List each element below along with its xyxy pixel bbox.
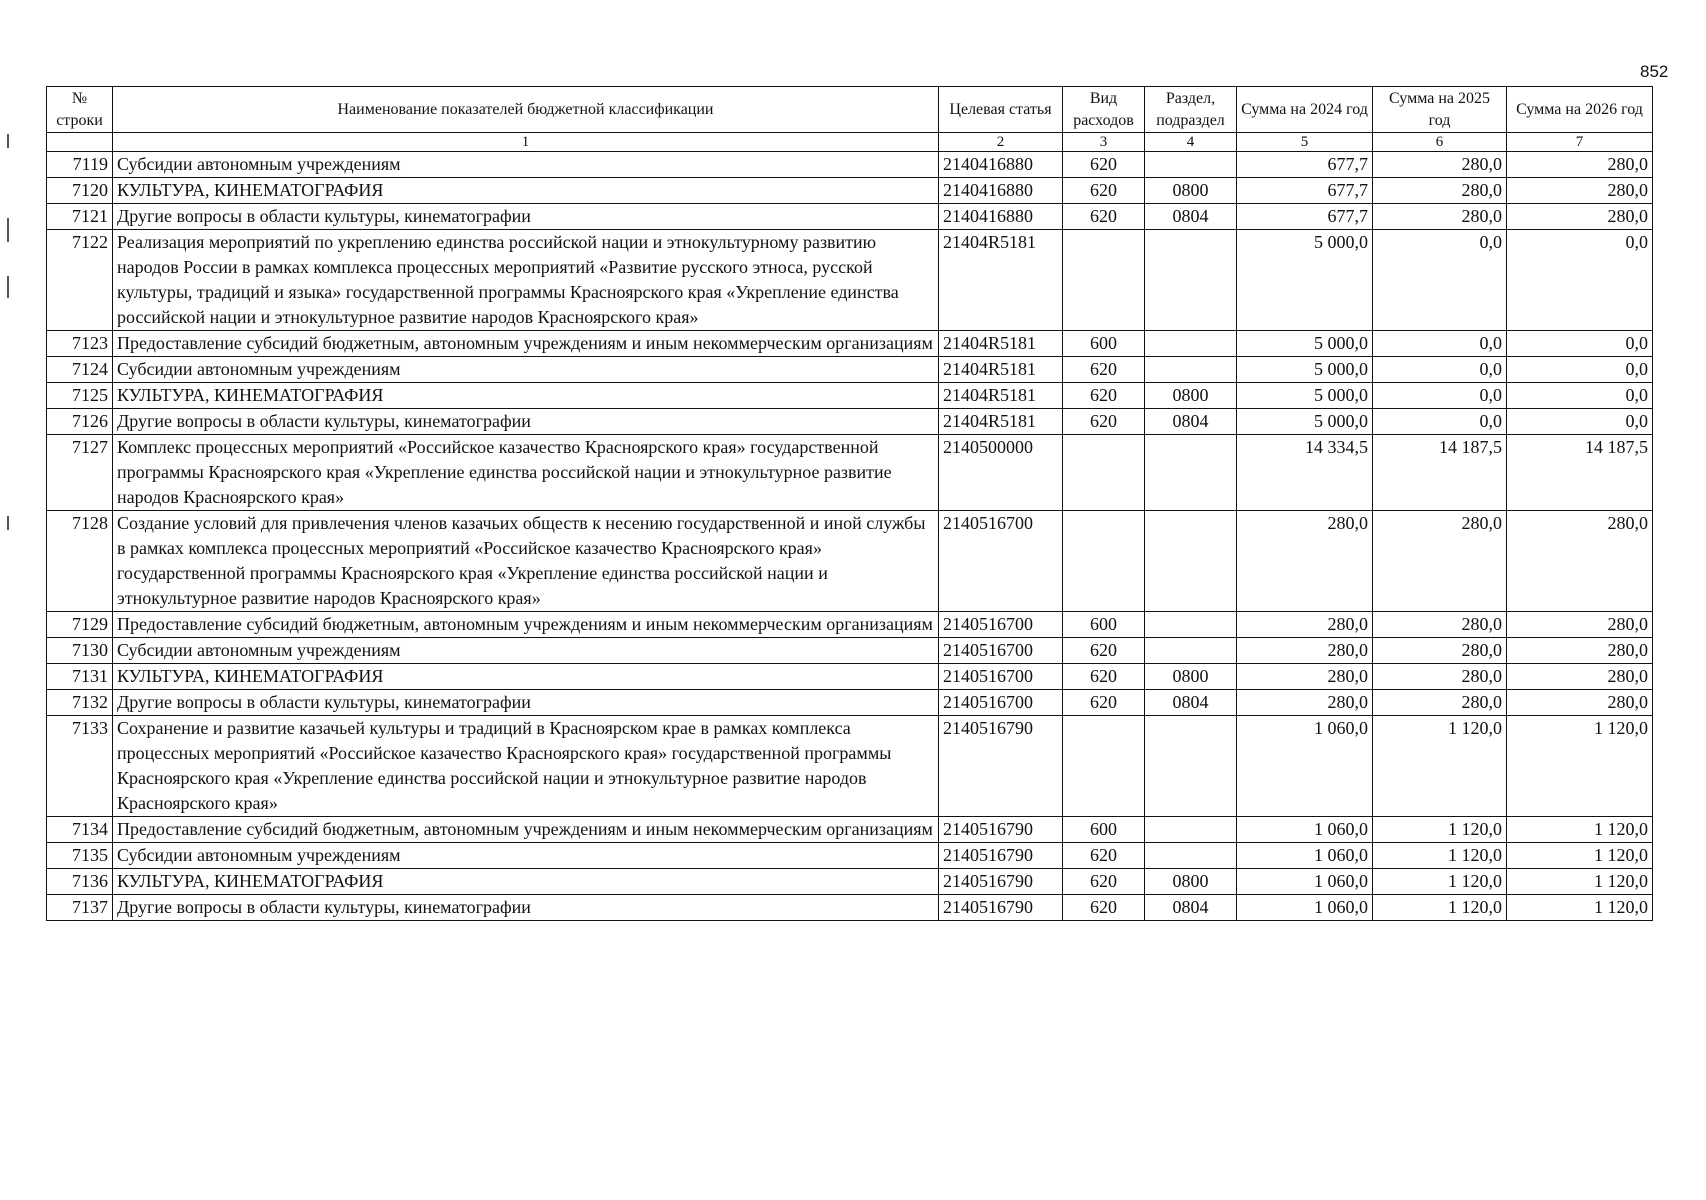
cell-sum-2025: 280,0 <box>1373 664 1507 690</box>
column-number: 6 <box>1373 133 1507 152</box>
cell-sum-2024: 5 000,0 <box>1237 383 1373 409</box>
cell-row-number: 7131 <box>47 664 113 690</box>
cell-row-number: 7121 <box>47 204 113 230</box>
cell-expense-kind: 620 <box>1063 664 1145 690</box>
column-number: 2 <box>939 133 1063 152</box>
header-sum-2025: Сумма на 2025 год <box>1373 87 1507 133</box>
table-row <box>47 331 1653 357</box>
cell-section <box>1145 357 1237 383</box>
cell-indicator-name: Предоставление субсидий бюджетным, автономным учреждениям и иным некоммерческим организациям <box>113 331 939 357</box>
cell-indicator-name: Сохранение и развитие казачьей культуры и традиций в Красноярском крае в рамках комплекса процессных мероприятий «Российское казачество Красноярского края» государственной программы Красноярского края «Укрепление единства российской нации и этнокультурное развитие народов Красноярского края» <box>113 716 939 817</box>
cell-target-article: 2140516790 <box>939 895 1063 921</box>
cell-indicator-name: КУЛЬТУРА, КИНЕМАТОГРАФИЯ <box>113 869 939 895</box>
cell-section <box>1145 230 1237 331</box>
cell-sum-2025: 0,0 <box>1373 383 1507 409</box>
cell-sum-2024: 280,0 <box>1237 638 1373 664</box>
cell-expense-kind: 620 <box>1063 178 1145 204</box>
table-row <box>47 357 1653 383</box>
cell-section <box>1145 817 1237 843</box>
table-body <box>47 152 1653 921</box>
cell-section <box>1145 612 1237 638</box>
cell-expense-kind: 620 <box>1063 843 1145 869</box>
cell-sum-2025: 280,0 <box>1373 511 1507 612</box>
cell-expense-kind <box>1063 716 1145 817</box>
table-row <box>47 383 1653 409</box>
cell-sum-2025: 280,0 <box>1373 204 1507 230</box>
cell-row-number: 7120 <box>47 178 113 204</box>
cell-expense-kind <box>1063 435 1145 511</box>
cell-sum-2026: 280,0 <box>1507 690 1653 716</box>
cell-sum-2025: 1 120,0 <box>1373 716 1507 817</box>
cell-row-number: 7126 <box>47 409 113 435</box>
cell-indicator-name: Реализация мероприятий по укреплению единства российской нации и этнокультурному развитию народов России в рамках комплекса процессных мероприятий «Развитие русского этноса, русской культуры, традиций и языка» государственной программы Красноярского края «Укрепление единства российской нации и этнокультурное развитие народов Красноярского края» <box>113 230 939 331</box>
cell-target-article: 2140500000 <box>939 435 1063 511</box>
cell-indicator-name: Другие вопросы в области культуры, кинематографии <box>113 204 939 230</box>
cell-expense-kind: 620 <box>1063 895 1145 921</box>
table-row <box>47 178 1653 204</box>
cell-sum-2025: 280,0 <box>1373 152 1507 178</box>
page-number: 852 <box>1640 62 1669 81</box>
column-number: 1 <box>113 133 939 152</box>
cell-sum-2025: 1 120,0 <box>1373 817 1507 843</box>
cell-sum-2026: 280,0 <box>1507 638 1653 664</box>
cell-sum-2026: 0,0 <box>1507 331 1653 357</box>
cell-indicator-name: Предоставление субсидий бюджетным, автономным учреждениям и иным некоммерческим организациям <box>113 612 939 638</box>
header-sum-2024: Сумма на 2024 год <box>1237 87 1373 133</box>
cell-expense-kind: 600 <box>1063 612 1145 638</box>
cell-row-number: 7123 <box>47 331 113 357</box>
column-number-blank <box>47 133 113 152</box>
cell-sum-2024: 280,0 <box>1237 612 1373 638</box>
cell-sum-2026: 0,0 <box>1507 230 1653 331</box>
table-row <box>47 817 1653 843</box>
table-row <box>47 895 1653 921</box>
scan-margin-mark <box>7 134 9 148</box>
cell-target-article: 21404R5181 <box>939 357 1063 383</box>
cell-target-article: 2140516700 <box>939 612 1063 638</box>
cell-indicator-name: КУЛЬТУРА, КИНЕМАТОГРАФИЯ <box>113 383 939 409</box>
cell-sum-2025: 280,0 <box>1373 638 1507 664</box>
table-row <box>47 152 1653 178</box>
cell-section: 0804 <box>1145 690 1237 716</box>
cell-sum-2024: 5 000,0 <box>1237 230 1373 331</box>
cell-row-number: 7119 <box>47 152 113 178</box>
cell-section <box>1145 638 1237 664</box>
cell-row-number: 7134 <box>47 817 113 843</box>
cell-section <box>1145 152 1237 178</box>
header-sum-2026: Сумма на 2026 год <box>1507 87 1653 133</box>
cell-sum-2026: 1 120,0 <box>1507 817 1653 843</box>
cell-target-article: 2140516700 <box>939 664 1063 690</box>
cell-expense-kind: 600 <box>1063 817 1145 843</box>
cell-sum-2026: 14 187,5 <box>1507 435 1653 511</box>
cell-indicator-name: Другие вопросы в области культуры, кинематографии <box>113 895 939 921</box>
cell-expense-kind: 620 <box>1063 383 1145 409</box>
cell-row-number: 7137 <box>47 895 113 921</box>
table-row <box>47 638 1653 664</box>
cell-sum-2025: 280,0 <box>1373 612 1507 638</box>
header-section: Раздел, подраздел <box>1145 87 1237 133</box>
cell-sum-2024: 280,0 <box>1237 664 1373 690</box>
table-row <box>47 869 1653 895</box>
cell-target-article: 2140416880 <box>939 152 1063 178</box>
cell-section <box>1145 435 1237 511</box>
cell-sum-2026: 0,0 <box>1507 409 1653 435</box>
column-number: 4 <box>1145 133 1237 152</box>
cell-section: 0800 <box>1145 869 1237 895</box>
cell-target-article: 21404R5181 <box>939 409 1063 435</box>
cell-sum-2024: 280,0 <box>1237 511 1373 612</box>
cell-target-article: 2140416880 <box>939 204 1063 230</box>
header-row-no: № строки <box>47 87 113 133</box>
cell-expense-kind: 600 <box>1063 331 1145 357</box>
cell-expense-kind: 620 <box>1063 204 1145 230</box>
cell-sum-2026: 0,0 <box>1507 357 1653 383</box>
cell-sum-2026: 0,0 <box>1507 383 1653 409</box>
cell-target-article: 2140516790 <box>939 817 1063 843</box>
cell-sum-2026: 1 120,0 <box>1507 895 1653 921</box>
cell-sum-2025: 1 120,0 <box>1373 895 1507 921</box>
cell-expense-kind: 620 <box>1063 409 1145 435</box>
cell-sum-2025: 0,0 <box>1373 331 1507 357</box>
cell-row-number: 7124 <box>47 357 113 383</box>
cell-sum-2024: 14 334,5 <box>1237 435 1373 511</box>
cell-indicator-name: Комплекс процессных мероприятий «Российское казачество Красноярского края» государственной программы Красноярского края «Укрепление единства российской нации и этнокультурное развитие народов Красноярского края» <box>113 435 939 511</box>
cell-sum-2024: 1 060,0 <box>1237 817 1373 843</box>
cell-row-number: 7135 <box>47 843 113 869</box>
cell-expense-kind: 620 <box>1063 638 1145 664</box>
cell-sum-2026: 1 120,0 <box>1507 869 1653 895</box>
cell-section: 0800 <box>1145 178 1237 204</box>
cell-sum-2024: 677,7 <box>1237 178 1373 204</box>
table-row <box>47 409 1653 435</box>
cell-indicator-name: Субсидии автономным учреждениям <box>113 152 939 178</box>
cell-expense-kind: 620 <box>1063 152 1145 178</box>
cell-sum-2024: 280,0 <box>1237 690 1373 716</box>
table-row <box>47 716 1653 817</box>
column-number: 7 <box>1507 133 1653 152</box>
cell-sum-2026: 280,0 <box>1507 612 1653 638</box>
cell-sum-2025: 280,0 <box>1373 690 1507 716</box>
cell-expense-kind <box>1063 230 1145 331</box>
cell-expense-kind: 620 <box>1063 690 1145 716</box>
cell-row-number: 7129 <box>47 612 113 638</box>
cell-sum-2024: 5 000,0 <box>1237 331 1373 357</box>
cell-row-number: 7128 <box>47 511 113 612</box>
cell-section: 0800 <box>1145 664 1237 690</box>
cell-row-number: 7127 <box>47 435 113 511</box>
cell-row-number: 7136 <box>47 869 113 895</box>
cell-sum-2026: 280,0 <box>1507 204 1653 230</box>
cell-indicator-name: Другие вопросы в области культуры, кинематографии <box>113 409 939 435</box>
cell-target-article: 2140516700 <box>939 638 1063 664</box>
cell-target-article: 2140516700 <box>939 511 1063 612</box>
cell-row-number: 7133 <box>47 716 113 817</box>
cell-sum-2024: 1 060,0 <box>1237 716 1373 817</box>
cell-indicator-name: КУЛЬТУРА, КИНЕМАТОГРАФИЯ <box>113 178 939 204</box>
table-row <box>47 230 1653 331</box>
cell-row-number: 7122 <box>47 230 113 331</box>
cell-sum-2026: 280,0 <box>1507 511 1653 612</box>
header-row <box>47 87 1653 133</box>
cell-target-article: 2140516700 <box>939 690 1063 716</box>
table-row <box>47 843 1653 869</box>
header-target: Целевая статья <box>939 87 1063 133</box>
cell-sum-2025: 0,0 <box>1373 409 1507 435</box>
cell-sum-2024: 1 060,0 <box>1237 869 1373 895</box>
cell-target-article: 2140516790 <box>939 869 1063 895</box>
column-number: 5 <box>1237 133 1373 152</box>
cell-section <box>1145 331 1237 357</box>
column-number-row <box>47 133 1653 152</box>
cell-sum-2026: 1 120,0 <box>1507 843 1653 869</box>
cell-sum-2026: 280,0 <box>1507 152 1653 178</box>
table-row <box>47 204 1653 230</box>
cell-sum-2025: 1 120,0 <box>1373 869 1507 895</box>
cell-indicator-name: Субсидии автономным учреждениям <box>113 843 939 869</box>
scan-margin-mark <box>7 516 9 530</box>
cell-sum-2026: 1 120,0 <box>1507 716 1653 817</box>
cell-sum-2026: 280,0 <box>1507 664 1653 690</box>
table-row <box>47 690 1653 716</box>
cell-sum-2024: 5 000,0 <box>1237 357 1373 383</box>
cell-expense-kind <box>1063 511 1145 612</box>
cell-expense-kind: 620 <box>1063 869 1145 895</box>
budget-table <box>46 86 1653 921</box>
cell-indicator-name: КУЛЬТУРА, КИНЕМАТОГРАФИЯ <box>113 664 939 690</box>
cell-section: 0804 <box>1145 409 1237 435</box>
cell-section <box>1145 716 1237 817</box>
header-kind: Вид расходов <box>1063 87 1145 133</box>
cell-section <box>1145 843 1237 869</box>
cell-sum-2024: 1 060,0 <box>1237 895 1373 921</box>
table-row <box>47 435 1653 511</box>
table-row <box>47 612 1653 638</box>
header-name: Наименование показателей бюджетной классификации <box>113 87 939 133</box>
cell-indicator-name: Другие вопросы в области культуры, кинематографии <box>113 690 939 716</box>
cell-target-article: 21404R5181 <box>939 331 1063 357</box>
cell-row-number: 7125 <box>47 383 113 409</box>
cell-sum-2025: 1 120,0 <box>1373 843 1507 869</box>
cell-expense-kind: 620 <box>1063 357 1145 383</box>
cell-row-number: 7130 <box>47 638 113 664</box>
scan-margin-mark <box>7 218 9 242</box>
column-number: 3 <box>1063 133 1145 152</box>
cell-sum-2025: 14 187,5 <box>1373 435 1507 511</box>
cell-target-article: 2140416880 <box>939 178 1063 204</box>
cell-sum-2024: 5 000,0 <box>1237 409 1373 435</box>
cell-sum-2025: 280,0 <box>1373 178 1507 204</box>
cell-target-article: 2140516790 <box>939 716 1063 817</box>
cell-target-article: 2140516790 <box>939 843 1063 869</box>
cell-target-article: 21404R5181 <box>939 230 1063 331</box>
cell-section: 0804 <box>1145 895 1237 921</box>
cell-indicator-name: Субсидии автономным учреждениям <box>113 357 939 383</box>
cell-section: 0800 <box>1145 383 1237 409</box>
scan-margin-mark <box>7 276 9 298</box>
cell-section <box>1145 511 1237 612</box>
table-row <box>47 664 1653 690</box>
cell-sum-2024: 677,7 <box>1237 152 1373 178</box>
cell-indicator-name: Создание условий для привлечения членов казачьих обществ к несению государственной и иной службы в рамках комплекса процессных мероприятий «Российское казачество Красноярского края» государственной программы Красноярского края «Укрепление единства российской нации и этнокультурное развитие народов Красноярского края» <box>113 511 939 612</box>
cell-sum-2024: 677,7 <box>1237 204 1373 230</box>
cell-sum-2025: 0,0 <box>1373 230 1507 331</box>
cell-sum-2026: 280,0 <box>1507 178 1653 204</box>
cell-sum-2024: 1 060,0 <box>1237 843 1373 869</box>
cell-indicator-name: Субсидии автономным учреждениям <box>113 638 939 664</box>
cell-target-article: 21404R5181 <box>939 383 1063 409</box>
cell-indicator-name: Предоставление субсидий бюджетным, автономным учреждениям и иным некоммерческим организациям <box>113 817 939 843</box>
cell-section: 0804 <box>1145 204 1237 230</box>
cell-row-number: 7132 <box>47 690 113 716</box>
table-row <box>47 511 1653 612</box>
cell-sum-2025: 0,0 <box>1373 357 1507 383</box>
